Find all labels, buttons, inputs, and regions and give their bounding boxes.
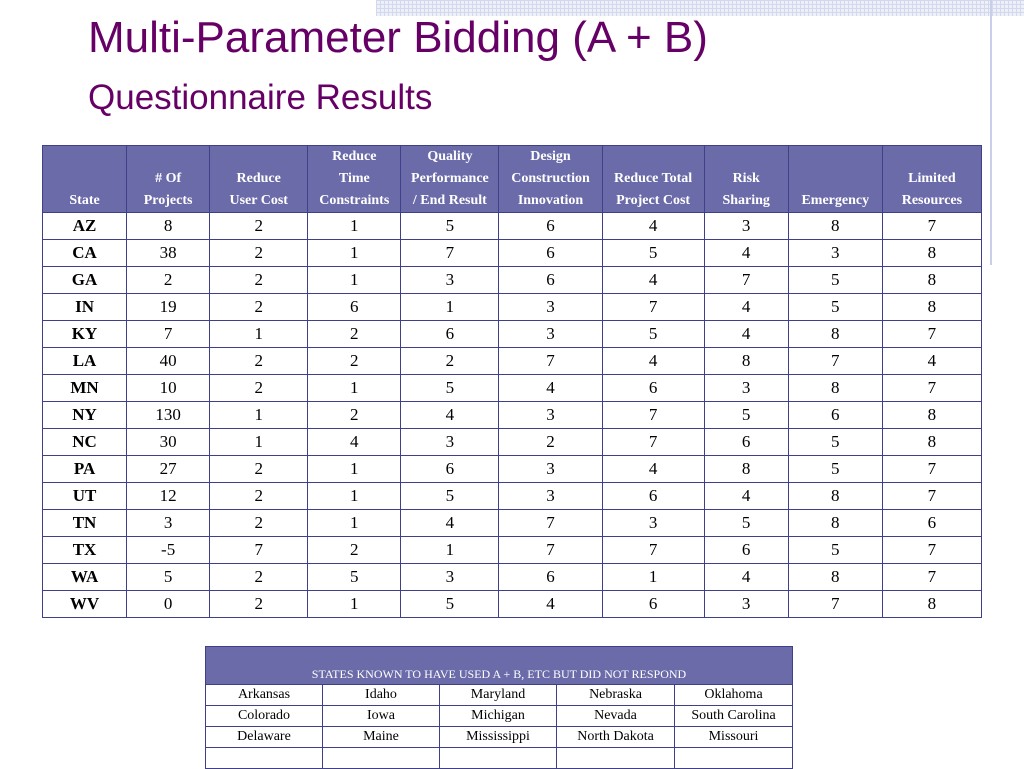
column-header-line: Innovation	[517, 193, 584, 208]
state-cell: GA	[43, 267, 127, 294]
state-cell: MN	[43, 375, 127, 402]
value-cell: 6	[704, 429, 788, 456]
value-cell: 8	[704, 348, 788, 375]
value-cell: 1	[308, 267, 401, 294]
value-cell: 7	[602, 294, 704, 321]
value-cell: 8	[788, 321, 882, 348]
value-cell: 7	[882, 321, 981, 348]
value-cell: 7	[882, 483, 981, 510]
value-cell: 2	[210, 294, 308, 321]
state-cell: WV	[43, 591, 127, 618]
value-cell: 4	[602, 348, 704, 375]
value-cell: 2	[210, 267, 308, 294]
state-name-cell: South Carolina	[675, 706, 793, 727]
value-cell: 4	[401, 510, 499, 537]
value-cell: 4	[401, 402, 499, 429]
slide-title: Multi-Parameter Bidding (A + B)	[88, 13, 708, 62]
value-cell: 3	[499, 402, 602, 429]
value-cell: 2	[210, 240, 308, 267]
state-name-cell	[440, 748, 557, 769]
column-header	[499, 146, 602, 213]
questionnaire-results-table	[42, 145, 982, 618]
column-header-line: Constraints	[319, 193, 390, 208]
state-cell: UT	[43, 483, 127, 510]
value-cell: 6	[602, 483, 704, 510]
value-cell: 7	[499, 537, 602, 564]
value-cell: -5	[127, 537, 210, 564]
value-cell: 2	[308, 537, 401, 564]
table-row	[43, 510, 982, 537]
table-row	[43, 321, 982, 348]
column-header-line: # Of	[155, 171, 182, 186]
value-cell: 4	[704, 294, 788, 321]
value-cell: 7	[882, 537, 981, 564]
results-header-row	[43, 146, 982, 213]
value-cell: 2	[210, 456, 308, 483]
column-header	[401, 146, 499, 213]
value-cell: 6	[499, 213, 602, 240]
value-cell: 1	[401, 537, 499, 564]
value-cell: 6	[499, 267, 602, 294]
state-name-cell: Idaho	[323, 685, 440, 706]
value-cell: 1	[308, 483, 401, 510]
value-cell: 8	[882, 429, 981, 456]
value-cell: 8	[788, 213, 882, 240]
value-cell: 3	[704, 213, 788, 240]
value-cell: 3	[499, 483, 602, 510]
state-cell: AZ	[43, 213, 127, 240]
value-cell: 6	[401, 456, 499, 483]
value-cell: 4	[499, 591, 602, 618]
value-cell: 7	[210, 537, 308, 564]
value-cell: 3	[704, 591, 788, 618]
state-name-cell: Missouri	[675, 727, 793, 748]
value-cell: 7	[499, 510, 602, 537]
value-cell: 1	[602, 564, 704, 591]
state-cell: LA	[43, 348, 127, 375]
value-cell: 2	[210, 213, 308, 240]
value-cell: 5	[308, 564, 401, 591]
column-header-line: Design	[530, 149, 571, 164]
value-cell: 4	[882, 348, 981, 375]
value-cell: 6	[704, 537, 788, 564]
value-cell: 7	[882, 375, 981, 402]
value-cell: 30	[127, 429, 210, 456]
state-name-cell: Maine	[323, 727, 440, 748]
value-cell: 5	[602, 240, 704, 267]
table-row	[206, 685, 793, 706]
slide-subtitle: Questionnaire Results	[88, 78, 433, 117]
column-header-line: Reduce	[236, 171, 281, 186]
column-header-line: Projects	[143, 193, 193, 208]
value-cell: 8	[788, 510, 882, 537]
value-cell: 5	[704, 510, 788, 537]
state-name-cell: Nebraska	[557, 685, 675, 706]
value-cell: 4	[704, 483, 788, 510]
value-cell: 2	[210, 375, 308, 402]
value-cell: 5	[788, 537, 882, 564]
state-cell: TN	[43, 510, 127, 537]
table-row	[43, 375, 982, 402]
state-cell: NC	[43, 429, 127, 456]
value-cell: 0	[127, 591, 210, 618]
value-cell: 5	[788, 294, 882, 321]
value-cell: 8	[127, 213, 210, 240]
column-header-line: User Cost	[229, 193, 288, 208]
state-name-cell: Oklahoma	[675, 685, 793, 706]
value-cell: 6	[788, 402, 882, 429]
no-response-header-row	[206, 647, 793, 685]
value-cell: 6	[308, 294, 401, 321]
value-cell: 7	[882, 213, 981, 240]
table-row	[43, 429, 982, 456]
column-header-line: Time	[338, 171, 370, 186]
value-cell: 2	[308, 348, 401, 375]
column-header-line: Reduce	[332, 149, 377, 164]
value-cell: 2	[210, 510, 308, 537]
state-name-cell	[557, 748, 675, 769]
state-cell: TX	[43, 537, 127, 564]
state-name-cell	[323, 748, 440, 769]
value-cell: 1	[308, 375, 401, 402]
value-cell: 5	[401, 375, 499, 402]
value-cell: 1	[210, 429, 308, 456]
column-header-line: State	[69, 193, 100, 208]
value-cell: 7	[704, 267, 788, 294]
column-header-line: Performance	[411, 171, 489, 186]
value-cell: 3	[499, 294, 602, 321]
value-cell: 2	[210, 591, 308, 618]
value-cell: 38	[127, 240, 210, 267]
column-header-line: Reduce Total	[614, 171, 693, 186]
table-row	[43, 591, 982, 618]
value-cell: 3	[602, 510, 704, 537]
value-cell: 8	[882, 240, 981, 267]
value-cell: 1	[308, 456, 401, 483]
value-cell: 5	[788, 267, 882, 294]
value-cell: 5	[401, 213, 499, 240]
value-cell: 8	[788, 564, 882, 591]
value-cell: 5	[788, 456, 882, 483]
column-header-line: Construction	[511, 171, 590, 186]
value-cell: 12	[127, 483, 210, 510]
state-cell: KY	[43, 321, 127, 348]
value-cell: 1	[401, 294, 499, 321]
state-name-cell: Iowa	[323, 706, 440, 727]
column-header	[210, 146, 308, 213]
column-header	[788, 146, 882, 213]
column-header-line: Sharing	[722, 193, 770, 208]
table-row	[43, 294, 982, 321]
value-cell: 2	[127, 267, 210, 294]
no-response-states-table	[205, 646, 793, 769]
value-cell: 8	[882, 591, 981, 618]
value-cell: 1	[308, 213, 401, 240]
value-cell: 1	[308, 591, 401, 618]
value-cell: 2	[308, 402, 401, 429]
value-cell: 8	[882, 294, 981, 321]
value-cell: 2	[401, 348, 499, 375]
state-cell: IN	[43, 294, 127, 321]
value-cell: 4	[499, 375, 602, 402]
value-cell: 6	[401, 321, 499, 348]
value-cell: 130	[127, 402, 210, 429]
table-row	[43, 267, 982, 294]
value-cell: 3	[499, 321, 602, 348]
value-cell: 7	[499, 348, 602, 375]
value-cell: 27	[127, 456, 210, 483]
value-cell: 3	[788, 240, 882, 267]
table-row	[43, 402, 982, 429]
value-cell: 3	[401, 267, 499, 294]
state-name-cell: Michigan	[440, 706, 557, 727]
column-header	[602, 146, 704, 213]
value-cell: 5	[602, 321, 704, 348]
column-header-line: Emergency	[801, 193, 870, 208]
value-cell: 7	[882, 564, 981, 591]
value-cell: 8	[882, 402, 981, 429]
no-response-header: STATES KNOWN TO HAVE USED A + B, ETC BUT DID NOT RESPOND	[206, 647, 793, 685]
value-cell: 6	[602, 591, 704, 618]
value-cell: 7	[788, 591, 882, 618]
state-cell: PA	[43, 456, 127, 483]
value-cell: 7	[602, 429, 704, 456]
decorative-vertical-line	[990, 0, 992, 265]
state-name-cell: Arkansas	[206, 685, 323, 706]
value-cell: 3	[401, 429, 499, 456]
column-header-line: Risk	[732, 171, 760, 186]
table-row	[43, 240, 982, 267]
value-cell: 7	[602, 402, 704, 429]
value-cell: 8	[788, 375, 882, 402]
table-row	[206, 727, 793, 748]
value-cell: 8	[882, 267, 981, 294]
state-cell: WA	[43, 564, 127, 591]
column-header	[127, 146, 210, 213]
column-header-line: Limited	[908, 171, 956, 186]
value-cell: 7	[602, 537, 704, 564]
state-cell: CA	[43, 240, 127, 267]
value-cell: 5	[401, 483, 499, 510]
value-cell: 4	[704, 321, 788, 348]
value-cell: 6	[602, 375, 704, 402]
table-row	[43, 348, 982, 375]
value-cell: 4	[704, 240, 788, 267]
value-cell: 8	[704, 456, 788, 483]
value-cell: 40	[127, 348, 210, 375]
value-cell: 2	[210, 564, 308, 591]
value-cell: 1	[308, 510, 401, 537]
state-name-cell	[675, 748, 793, 769]
state-name-cell	[206, 748, 323, 769]
value-cell: 3	[401, 564, 499, 591]
column-header	[882, 146, 981, 213]
column-header-line: Project Cost	[616, 193, 691, 208]
value-cell: 7	[127, 321, 210, 348]
value-cell: 5	[704, 402, 788, 429]
value-cell: 4	[704, 564, 788, 591]
table-row	[43, 564, 982, 591]
table-row	[206, 706, 793, 727]
value-cell: 2	[210, 348, 308, 375]
state-cell: NY	[43, 402, 127, 429]
table-row	[43, 537, 982, 564]
value-cell: 8	[788, 483, 882, 510]
value-cell: 4	[602, 267, 704, 294]
column-header-line: / End Result	[412, 193, 487, 208]
value-cell: 10	[127, 375, 210, 402]
value-cell: 19	[127, 294, 210, 321]
table-row	[43, 213, 982, 240]
state-name-cell: Maryland	[440, 685, 557, 706]
value-cell: 1	[308, 240, 401, 267]
value-cell: 7	[401, 240, 499, 267]
state-name-cell: Delaware	[206, 727, 323, 748]
value-cell: 4	[308, 429, 401, 456]
value-cell: 5	[127, 564, 210, 591]
value-cell: 7	[882, 456, 981, 483]
state-name-cell: North Dakota	[557, 727, 675, 748]
column-header	[704, 146, 788, 213]
value-cell: 2	[210, 483, 308, 510]
value-cell: 1	[210, 402, 308, 429]
value-cell: 6	[499, 240, 602, 267]
value-cell: 3	[704, 375, 788, 402]
value-cell: 2	[308, 321, 401, 348]
value-cell: 7	[788, 348, 882, 375]
value-cell: 5	[788, 429, 882, 456]
value-cell: 5	[401, 591, 499, 618]
table-row	[43, 483, 982, 510]
value-cell: 4	[602, 213, 704, 240]
value-cell: 2	[499, 429, 602, 456]
value-cell: 6	[882, 510, 981, 537]
value-cell: 3	[127, 510, 210, 537]
value-cell: 1	[210, 321, 308, 348]
table-row	[43, 456, 982, 483]
state-name-cell: Colorado	[206, 706, 323, 727]
value-cell: 3	[499, 456, 602, 483]
state-name-cell: Mississippi	[440, 727, 557, 748]
state-name-cell: Nevada	[557, 706, 675, 727]
column-header	[308, 146, 401, 213]
value-cell: 4	[602, 456, 704, 483]
table-row	[206, 748, 793, 769]
column-header-line: Quality	[427, 149, 473, 164]
column-header	[43, 146, 127, 213]
value-cell: 6	[499, 564, 602, 591]
column-header-line: Resources	[901, 193, 963, 208]
